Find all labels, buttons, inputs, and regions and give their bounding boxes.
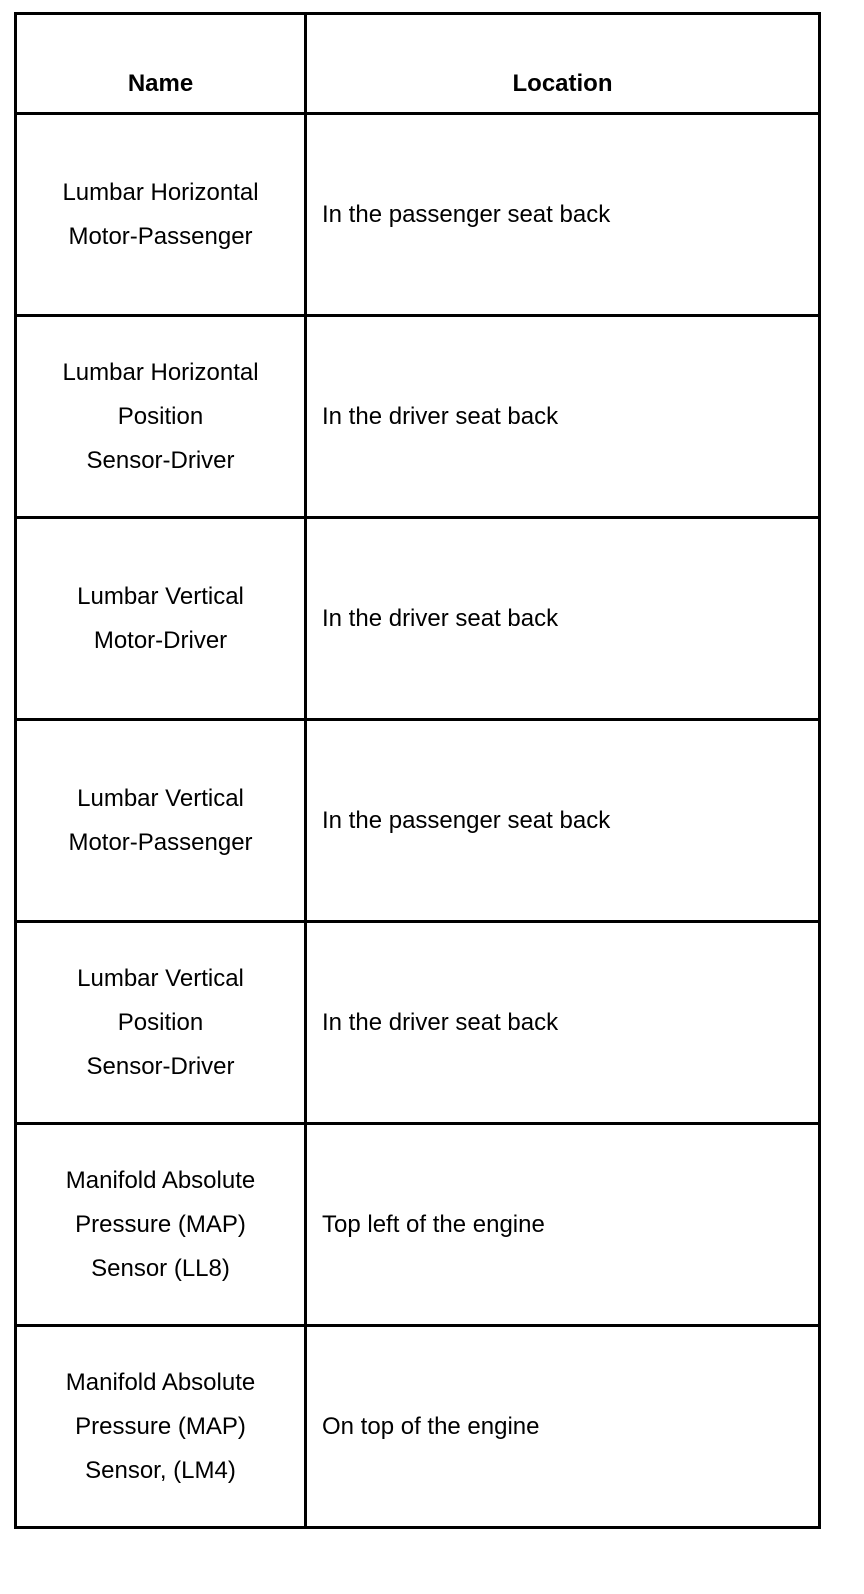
location-cell: In the passenger seat back <box>306 720 820 922</box>
name-line: Sensor-Driver <box>86 1052 235 1080</box>
name-cell <box>16 518 306 720</box>
name-line: Sensor (LL8) <box>91 1254 230 1282</box>
location-cell: In the driver seat back <box>306 922 820 1124</box>
name-cell <box>16 316 306 518</box>
table-row <box>16 114 820 316</box>
name-cell <box>16 114 306 316</box>
location-cell: In the passenger seat back <box>306 114 820 316</box>
location-cell: On top of the engine <box>306 1326 820 1528</box>
name-line: Pressure (MAP) <box>75 1412 246 1440</box>
name-line: Manifold Absolute <box>65 1368 256 1396</box>
name-line: Motor-Driver <box>93 626 228 654</box>
name-line: Manifold Absolute <box>65 1166 256 1194</box>
table-row <box>16 316 820 518</box>
name-line: Motor-Passenger <box>68 828 253 856</box>
table-row <box>16 518 820 720</box>
name-cell <box>16 922 306 1124</box>
table-row <box>16 1326 820 1528</box>
name-cell <box>16 1326 306 1528</box>
name-line: Lumbar Horizontal <box>62 358 259 386</box>
table-header-row <box>16 14 820 114</box>
name-line: Lumbar Vertical <box>77 784 244 812</box>
name-line: Sensor, (LM4) <box>85 1456 236 1484</box>
table-row <box>16 922 820 1124</box>
name-line: Position <box>117 402 204 430</box>
name-line: Lumbar Horizontal <box>62 178 259 206</box>
component-location-table <box>14 12 821 1529</box>
table-row <box>16 720 820 922</box>
name-cell <box>16 720 306 922</box>
name-line: Lumbar Vertical <box>77 964 244 992</box>
location-cell: In the driver seat back <box>306 518 820 720</box>
name-line: Pressure (MAP) <box>75 1210 246 1238</box>
name-line: Motor-Passenger <box>68 222 253 250</box>
name-line: Sensor-Driver <box>86 446 235 474</box>
name-line: Position <box>117 1008 204 1036</box>
name-cell <box>16 1124 306 1326</box>
location-cell: In the driver seat back <box>306 316 820 518</box>
header-location: Location <box>306 14 820 114</box>
location-cell: Top left of the engine <box>306 1124 820 1326</box>
table-row <box>16 1124 820 1326</box>
name-line: Lumbar Vertical <box>77 582 244 610</box>
header-name: Name <box>16 14 306 114</box>
